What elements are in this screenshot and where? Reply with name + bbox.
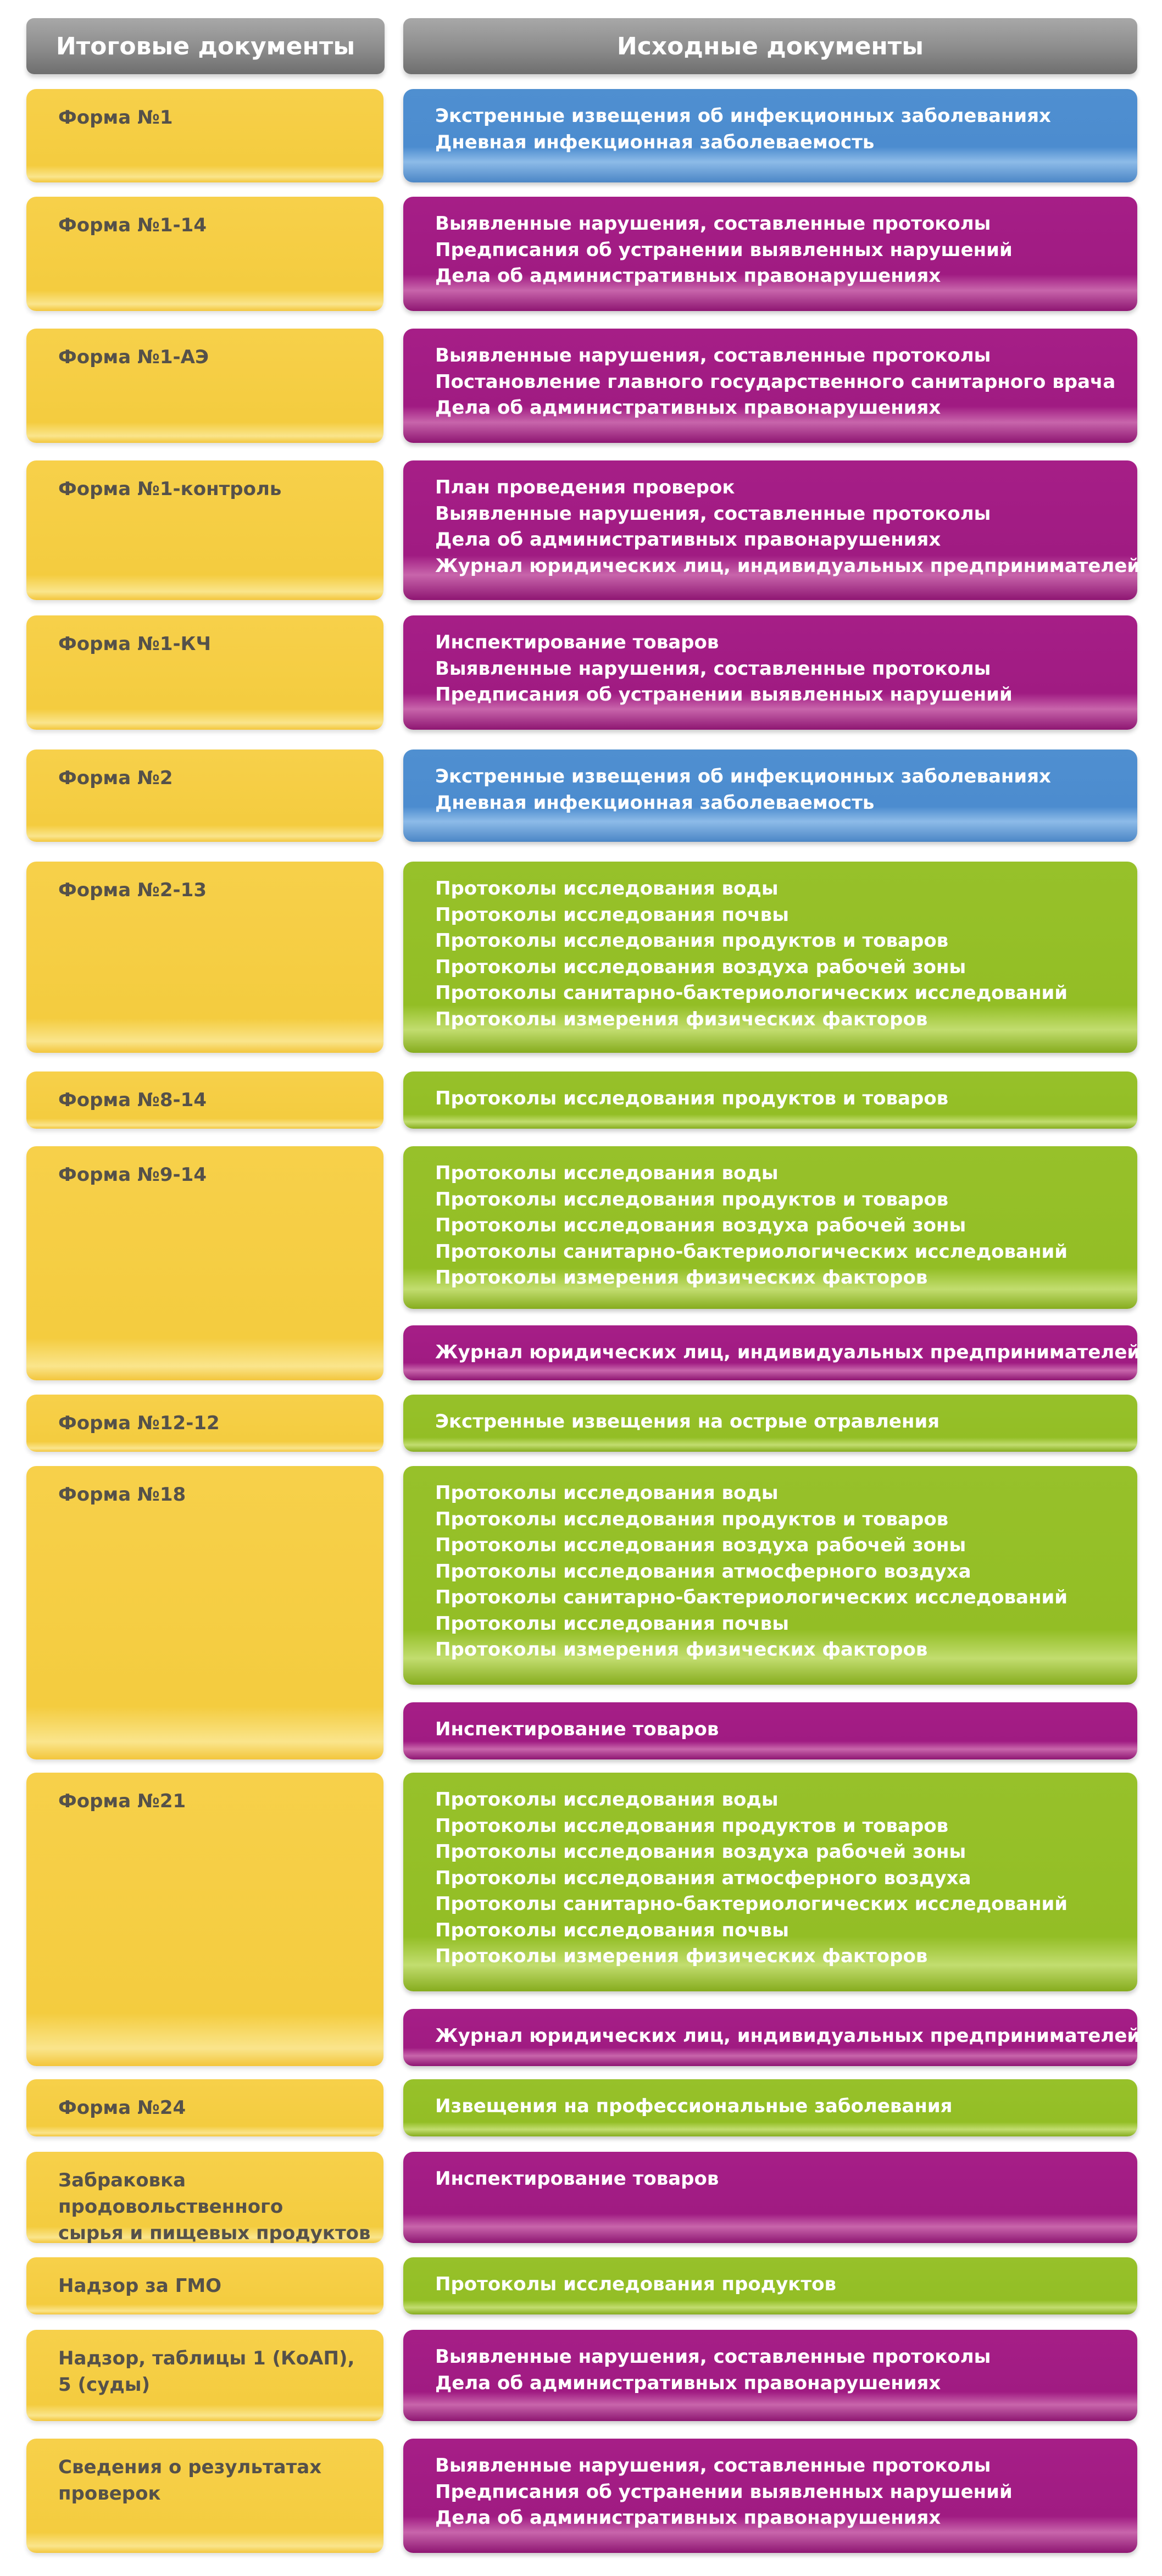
source-document-item: Протоколы исследования воздуха рабочей зоны bbox=[435, 1214, 966, 1236]
source-document-box bbox=[403, 2152, 1137, 2243]
source-document-item: Инспектирование товаров bbox=[435, 631, 719, 653]
final-document-box bbox=[26, 2439, 383, 2553]
source-document-item: Протоколы измерения физических факторов bbox=[435, 1008, 928, 1030]
source-document-item: Протоколы измерения физических факторов bbox=[435, 1945, 928, 1967]
source-document-box bbox=[403, 89, 1137, 182]
source-document-item: Протоколы исследования почвы bbox=[435, 1919, 789, 1941]
source-document-item: Выявленные нарушения, составленные протоколы bbox=[435, 502, 991, 525]
source-document-box bbox=[403, 1773, 1137, 1991]
source-document-item: Протоколы исследования воздуха рабочей зоны bbox=[435, 956, 966, 978]
final-document-box bbox=[26, 1466, 383, 1759]
final-document-label: Форма №9-14 bbox=[58, 1164, 207, 1186]
final-document-label: Форма №2-13 bbox=[58, 879, 207, 901]
final-document-box bbox=[26, 460, 383, 600]
source-document-item: Выявленные нарушения, составленные протоколы bbox=[435, 657, 991, 680]
final-document-box bbox=[26, 862, 383, 1053]
source-document-item: Протоколы исследования продуктов и товаров bbox=[435, 1188, 949, 1211]
source-document-item: Экстренные извещения об инфекционных заболеваниях bbox=[435, 105, 1051, 127]
final-document-box bbox=[26, 1072, 383, 1129]
source-document-item: Протоколы исследования почвы bbox=[435, 1612, 789, 1635]
source-document-item: Протоколы исследования воды bbox=[435, 1789, 779, 1811]
source-document-item: Инспектирование товаров bbox=[435, 2168, 719, 2190]
source-document-item: Дневная инфекционная заболеваемость bbox=[435, 791, 875, 814]
source-document-box bbox=[403, 2257, 1137, 2314]
source-document-item: Дела об административных правонарушениях bbox=[435, 2372, 941, 2394]
final-document-box bbox=[26, 1146, 383, 1380]
source-document-item: Дела об административных правонарушениях bbox=[435, 265, 941, 287]
source-document-item: Протоколы исследования продуктов и товаров bbox=[435, 1087, 949, 1109]
final-document-label: Забраковка продовольственного bbox=[58, 2169, 283, 2218]
source-document-box bbox=[403, 1702, 1137, 1759]
source-document-item: Постановление главного государственного санитарного врача bbox=[435, 370, 1116, 393]
final-document-label: сырья и пищевых продуктов bbox=[58, 2222, 371, 2244]
source-document-item: Протоколы исследования атмосферного воздуха bbox=[435, 1867, 971, 1889]
source-document-item: Выявленные нарушения, составленные протоколы bbox=[435, 2455, 991, 2477]
final-document-label: Форма №1-АЭ bbox=[58, 346, 209, 368]
source-document-item: Протоколы исследования воздуха рабочей зоны bbox=[435, 1534, 966, 1556]
source-document-item: Экстренные извещения на острые отравления bbox=[435, 1411, 940, 1433]
source-document-item: Дела об административных правонарушениях bbox=[435, 2507, 941, 2529]
final-document-label: Форма №21 bbox=[58, 1790, 186, 1812]
source-document-item: Протоколы исследования почвы bbox=[435, 903, 789, 926]
source-document-item: Протоколы измерения физических факторов bbox=[435, 1267, 928, 1289]
source-document-item: Протоколы санитарно-бактериологических исследований bbox=[435, 1586, 1068, 1608]
header-final-documents: Итоговые документы bbox=[26, 18, 385, 74]
source-document-item: Журнал юридических лиц, индивидуальных предпринимателей bbox=[435, 554, 1141, 577]
source-document-item: Журнал юридических лиц, индивидуальных предпринимателей bbox=[435, 1341, 1141, 1363]
source-document-box bbox=[403, 1466, 1137, 1685]
source-document-item: Протоколы санитарно-бактериологических исследований bbox=[435, 1240, 1068, 1263]
final-document-box bbox=[26, 615, 383, 730]
source-document-box bbox=[403, 1325, 1141, 1380]
final-document-label: Надзор, таблицы 1 (КоАП), bbox=[58, 2347, 355, 2369]
final-document-label: Сведения о результатах bbox=[58, 2456, 322, 2478]
final-document-label: Форма №18 bbox=[58, 1484, 186, 1506]
final-document-label: Форма №2 bbox=[58, 767, 173, 789]
source-document-item: Извещения на профессиональные заболевания bbox=[435, 2095, 953, 2117]
final-document-box bbox=[26, 89, 383, 182]
source-document-item: Протоколы исследования продуктов и товаров bbox=[435, 1508, 949, 1530]
source-document-box bbox=[403, 615, 1137, 730]
source-document-item: Выявленные нарушения, составленные протоколы bbox=[435, 2346, 991, 2368]
final-document-box bbox=[26, 1773, 383, 2066]
final-document-label: Надзор за ГМО bbox=[58, 2275, 222, 2297]
source-document-box bbox=[403, 862, 1137, 1053]
final-document-label: Форма №1-контроль bbox=[58, 478, 282, 500]
source-document-box bbox=[403, 2330, 1137, 2421]
final-document-box bbox=[26, 2330, 383, 2421]
source-document-box bbox=[403, 197, 1137, 311]
final-document-box bbox=[26, 750, 383, 842]
source-document-item: Инспектирование товаров bbox=[435, 1718, 719, 1740]
source-document-item: Протоколы измерения физических факторов bbox=[435, 1639, 928, 1661]
source-document-item: Дневная инфекционная заболеваемость bbox=[435, 131, 875, 153]
source-document-box bbox=[403, 1072, 1137, 1129]
source-document-item: Протоколы исследования воды bbox=[435, 878, 779, 900]
source-document-item: Предписания об устранении выявленных нарушений bbox=[435, 238, 1013, 261]
final-document-box bbox=[26, 197, 383, 311]
final-document-label: Форма №1-КЧ bbox=[58, 633, 211, 655]
final-document-label: проверок bbox=[58, 2483, 161, 2505]
final-document-box bbox=[26, 2152, 383, 2243]
source-document-item: Выявленные нарушения, составленные протоколы bbox=[435, 345, 991, 367]
header-source-documents: Исходные документы bbox=[403, 18, 1137, 74]
source-document-item: Протоколы исследования продуктов и товаров bbox=[435, 930, 949, 952]
source-document-box bbox=[403, 1395, 1137, 1452]
source-document-item: Предписания об устранении выявленных нарушений bbox=[435, 684, 1013, 706]
source-document-item: Протоколы исследования атмосферного воздуха bbox=[435, 1560, 971, 1583]
source-document-item: Протоколы исследования воздуха рабочей зоны bbox=[435, 1841, 966, 1863]
final-document-label: Форма №24 bbox=[58, 2097, 186, 2119]
final-document-label: Форма №8-14 bbox=[58, 1089, 207, 1111]
source-document-box bbox=[403, 750, 1137, 842]
source-document-box bbox=[403, 1146, 1137, 1309]
final-document-label: Форма №1 bbox=[58, 107, 173, 129]
source-document-item: Предписания об устранении выявленных нарушений bbox=[435, 2480, 1013, 2503]
source-document-item: Протоколы исследования воды bbox=[435, 1482, 779, 1504]
source-document-item: Дела об административных правонарушениях bbox=[435, 397, 941, 419]
source-document-box bbox=[403, 2439, 1137, 2553]
final-document-label: Форма №12-12 bbox=[58, 1412, 220, 1434]
final-document-box bbox=[26, 1395, 383, 1452]
source-document-box bbox=[403, 2079, 1137, 2136]
source-document-item: Дела об административных правонарушениях bbox=[435, 529, 941, 551]
final-document-box bbox=[26, 2257, 383, 2314]
source-document-box bbox=[403, 329, 1137, 443]
final-document-label: 5 (суды) bbox=[58, 2374, 151, 2396]
source-document-item: План проведения проверок bbox=[435, 476, 735, 498]
source-document-item: Экстренные извещения об инфекционных заболеваниях bbox=[435, 765, 1051, 787]
source-document-item: Журнал юридических лиц, индивидуальных предпринимателей bbox=[435, 2025, 1141, 2047]
source-document-item: Протоколы санитарно-бактериологических исследований bbox=[435, 1893, 1068, 1915]
source-document-box bbox=[403, 460, 1141, 600]
source-document-item: Протоколы исследования воды bbox=[435, 1162, 779, 1184]
source-document-item: Протоколы исследования продуктов bbox=[435, 2273, 836, 2295]
source-document-box bbox=[403, 2009, 1141, 2066]
source-document-item: Выявленные нарушения, составленные протоколы bbox=[435, 213, 991, 235]
final-document-box bbox=[26, 2079, 383, 2136]
source-document-item: Протоколы исследования продуктов и товаров bbox=[435, 1814, 949, 1837]
final-document-label: Форма №1-14 bbox=[58, 214, 207, 236]
final-document-box bbox=[26, 329, 383, 443]
source-document-item: Протоколы санитарно-бактериологических исследований bbox=[435, 982, 1068, 1004]
